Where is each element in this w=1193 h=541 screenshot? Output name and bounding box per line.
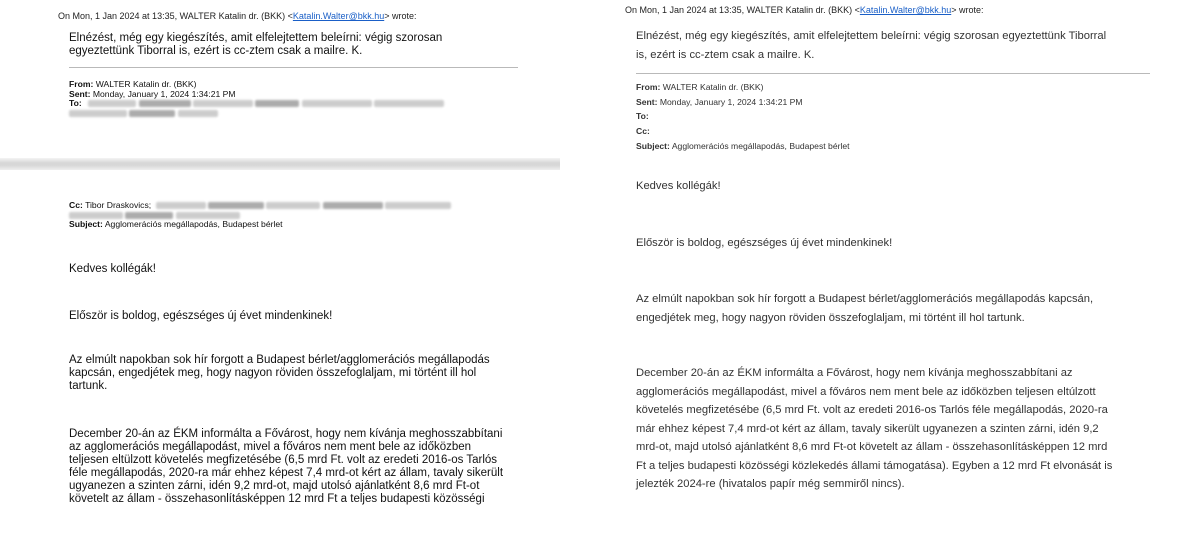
header-divider (636, 73, 1150, 74)
cc-line: Cc: Tibor Draskovics; (69, 201, 549, 211)
quote-attribution: On Mon, 1 Jan 2024 at 13:35, WALTER Katalin dr. (BKK) <Katalin.Walter@bkk.hu> wrote: (625, 5, 984, 15)
sent-line: Sent: Monday, January 1, 2024 1:34:21 PM (69, 88, 236, 99)
redacted-recipients (88, 100, 136, 107)
redacted-recipients (302, 100, 372, 107)
addendum-text: Elnézést, még egy kiegészítés, amit elfelejtettem beleírni: végig szorosan egyeztettünk Tiborral is, ezért is cc-ztem csak a mailre. K. (636, 30, 1107, 61)
right-email-panel (616, 0, 1193, 541)
redacted-recipients (193, 100, 253, 107)
redacted-recipients (178, 110, 218, 117)
to-line-continued (69, 109, 539, 119)
greeting: Kedves kollégák! (636, 180, 721, 192)
subject-line: Subject: Agglomerációs megállapodás, Budapest bérlet (69, 219, 283, 230)
redacted-cc (208, 202, 264, 209)
redacted-cc (69, 212, 123, 219)
new-year-wish: Először is boldog, egészséges új évet mindenkinek! (69, 310, 333, 322)
quote-attribution: On Mon, 1 Jan 2024 at 13:35, WALTER Katalin dr. (BKK) <Katalin.Walter@bkk.hu> wrote: (58, 11, 417, 21)
from-line: From: WALTER Katalin dr. (BKK) (636, 82, 764, 92)
redacted-cc (156, 202, 206, 209)
from-line: From: WALTER Katalin dr. (BKK) (69, 79, 197, 89)
header-divider (69, 67, 518, 68)
cc-line-continued (69, 211, 549, 221)
redacted-cc (323, 202, 383, 209)
forwarded-header (69, 80, 539, 118)
sender-email-link[interactable]: Katalin.Walter@bkk.hu (292, 11, 385, 21)
redacted-cc (385, 202, 451, 209)
redacted-cc (266, 202, 320, 209)
paragraph-ekm-details: December 20-án az ÉKM informálta a Fővárost, hogy nem kívánja meghosszabbítani az agglomerációs megállapodást, mivel a főváros nem ment bele az időközben teljesen eltülzott követelés megfizetésébe (6,5 mrd Ft. volt az eredeti 2016-os Tarlós féle megállapodás, 2020-ra már ehhez képest 7,4 mrd-ot kért az állam, tavaly sikerült ugyanezen a szinten zárni, idén 9,2 mrd-ot, majd utolsó ajánlatként 8,6 mrd Ft-ot követelt az állam - összehasonlításképpen 12 mrd Ft a teljes budapesti közösségi (69, 428, 504, 505)
redacted-cc (125, 212, 173, 219)
forwarded-header (636, 80, 1176, 154)
to-line: To: (636, 111, 649, 122)
paragraph-summary-intro: Az elmúlt napokban sok hír forgott a Budapest bérlet/agglomerációs megállapodás kapcsán, engedjétek meg, hogy nagyon röviden összefoglaljam, mi történt ill hol tartunk. (636, 293, 1094, 324)
redacted-recipients (255, 100, 299, 107)
new-year-wish: Először is boldog, egészséges új évet mindenkinek! (636, 237, 893, 249)
redacted-recipients (374, 100, 444, 107)
subject-line: Subject: Agglomerációs megállapodás, Budapest bérlet (636, 140, 850, 151)
sender-email-link[interactable]: Katalin.Walter@bkk.hu (859, 5, 952, 15)
left-email-bottom-panel (0, 170, 560, 541)
page-break-band (0, 158, 560, 170)
left-email-top-panel (0, 0, 560, 158)
redacted-recipients (69, 110, 127, 117)
cc-line: Cc: (636, 126, 650, 137)
redacted-recipients (139, 100, 191, 107)
paragraph-ekm-details: December 20-án az ÉKM informálta a Fővárost, hogy nem kívánja meghosszabbítani az agglomerációs megállapodást, mivel a főváros nem ment bele az időközben teljesen eltúlzott követelés megfizetésébe (6,5 mrd Ft. volt az eredeti 2016-os Tarlós féle megállapodás, 2020-ra már ehhez képest 7,4 mrd-ot kért az állam, tavaly sikerült ugyanezen a szinten zárni, idén 9,2 mrd-ot, majd utolsó ajánlatként 8,6 mrd Ft-ot követelt az állam - összehasonlításképpen 12 mrd Ft a teljes budapesti közösségi közlekedés állami támogatása). Egyben a 12 mrd Ft elvonását is jelezték 2024-re (hivatalos papír még semmiről nincs). (636, 367, 1113, 490)
sent-line: Sent: Monday, January 1, 2024 1:34:21 PM (636, 96, 803, 107)
paragraph-summary-intro: Az elmúlt napokban sok hír forgott a Budapest bérlet/agglomerációs megállapodás kapcsán, engedjétek meg, hogy nagyon röviden összefoglaljam, mi történt ill hol tartunk. (69, 354, 490, 392)
to-line: To: (69, 99, 539, 109)
redacted-recipients (129, 110, 175, 117)
redacted-cc (176, 212, 240, 219)
forwarded-header-continued (69, 201, 549, 230)
addendum-text: Elnézést, még egy kiegészítés, amit elfelejtettem beleírni: végig szorosan egyeztettünk Tiborral is, ezért is cc-ztem csak a mailre. K. (69, 32, 443, 57)
greeting: Kedves kollégák! (69, 263, 156, 275)
